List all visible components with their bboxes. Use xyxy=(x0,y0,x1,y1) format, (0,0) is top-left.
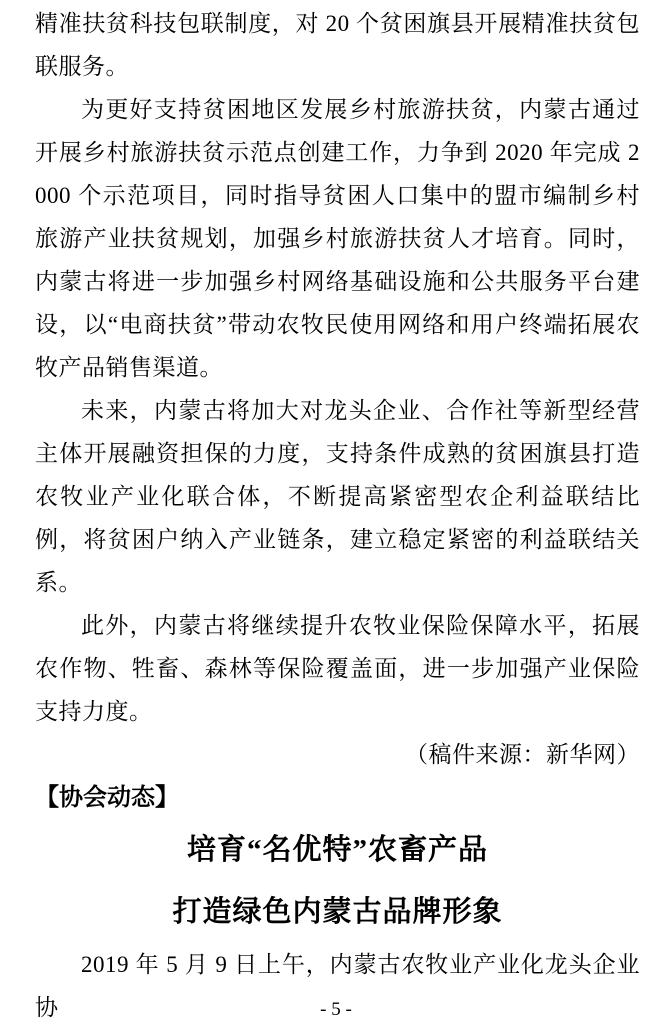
paragraph-rural-tourism: 为更好支持贫困地区发展乡村旅游扶贫，内蒙古通过开展乡村旅游扶贫示范点创建工作，力争到 2020 年完成 2000 个示范项目，同时指导贫困人口集中的盟市编制乡村旅游产业扶贫规划，加强乡村旅游扶贫人才培育。同时，内蒙古将进一步加强乡村网络基础设施和公共服务平台建设，以“电商扶贫”带动农牧民使用网络和用户终端拓展农牧产品销售渠道。 xyxy=(35,97,640,380)
source-attribution: （稿件来源：新华网） xyxy=(405,742,640,767)
paragraph-meeting-intro: 2019 年 5 月 9 日上午，内蒙古农牧业产业化龙头企业协 xyxy=(35,952,640,1020)
section-header-association-news: 【协会动态】 xyxy=(35,784,179,811)
paragraph-financing-guarantee: 未来，内蒙古将加大对龙头企业、合作社等新型经营主体开展融资担保的力度，支持条件成熟的贫困旗县打造农牧业产业化联合体，不断提高紧密型农企利益联结比例，将贫困户纳入产业链条，建立稳定紧密的利益联结关系。 xyxy=(35,398,640,595)
paragraph-continuation: 精准扶贫科技包联制度，对 20 个贫困旗县开展精准扶贫包联服务。 xyxy=(35,11,640,79)
page-number: - 5 - xyxy=(320,999,352,1020)
paragraph-insurance: 此外，内蒙古将继续提升农牧业保险保障水平，拓展农作物、牲畜、森林等保险覆盖面，进一步加强产业保险支持力度。 xyxy=(35,613,640,724)
article-title-line1: 培育“名优特”农畜产品 xyxy=(186,834,488,866)
article-title-line2: 打造绿色内蒙古品牌形象 xyxy=(172,896,503,928)
